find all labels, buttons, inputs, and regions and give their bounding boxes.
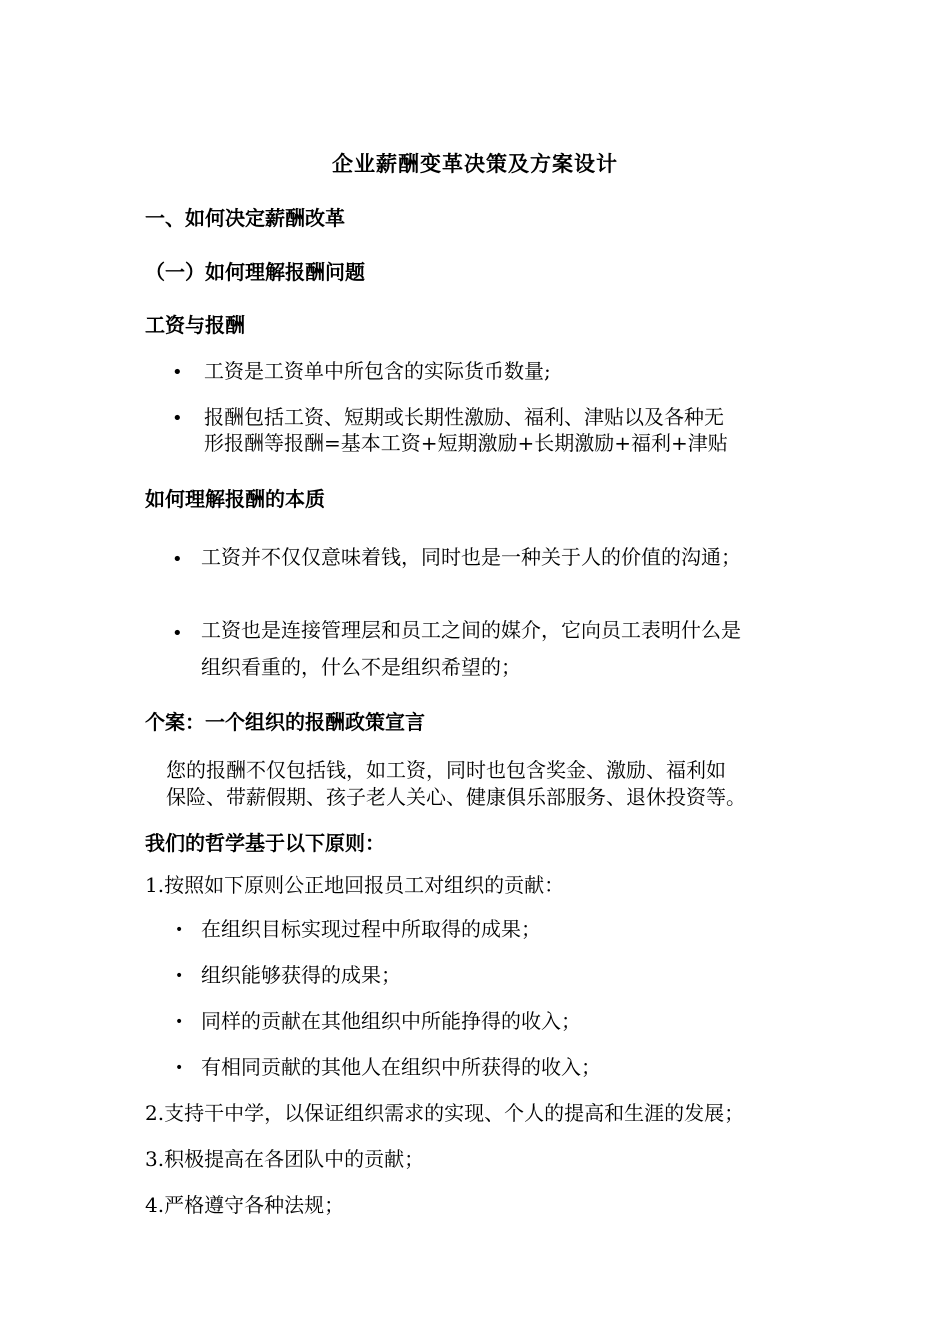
list-item-continuation: 形报酬等报酬=基本工资+短期激励+长期激励+福利+津贴 xyxy=(204,431,728,455)
case-paragraph-line: 您的报酬不仅包括钱，如工资，同时也包含奖金、激励、福利如 xyxy=(166,758,726,782)
document-title: 企业薪酬变革决策及方案设计 xyxy=(332,151,618,176)
bullet-icon: • xyxy=(175,1014,184,1030)
list-item: 在组织目标实现过程中所取得的成果； xyxy=(201,917,541,941)
principles-heading: 我们的哲学基于以下原则： xyxy=(145,831,385,855)
bullet-icon: • xyxy=(175,922,184,938)
subsection-heading: （一）如何理解报酬问题 xyxy=(145,260,365,284)
list-item-continuation: 组织看重的，什么不是组织希望的； xyxy=(201,655,521,679)
list-item: 报酬包括工资、短期或长期性激励、福利、津贴以及各种无 xyxy=(204,405,724,429)
bullet-icon: • xyxy=(172,549,183,570)
list-item: 组织能够获得的成果； xyxy=(201,963,401,987)
case-heading: 个案：一个组织的报酬政策宣言 xyxy=(145,710,425,734)
bullet-icon: • xyxy=(172,362,183,383)
case-paragraph-line: 保险、带薪假期、孩子老人关心、健康俱乐部服务、退休投资等。 xyxy=(166,785,746,809)
section-heading: 一、如何决定薪酬改革 xyxy=(145,206,345,230)
principle-4: 4.严格遵守各种法规； xyxy=(145,1193,345,1217)
principle-1: 1.按照如下原则公正地回报员工对组织的贡献： xyxy=(145,873,565,897)
wage-reward-heading: 工资与报酬 xyxy=(145,313,245,337)
bullet-icon: • xyxy=(175,1060,184,1076)
principle-3: 3.积极提高在各团队中的贡献； xyxy=(145,1147,425,1171)
list-item: 工资并不仅仅意味着钱，同时也是一种关于人的价值的沟通； xyxy=(201,545,741,569)
essence-heading: 如何理解报酬的本质 xyxy=(145,487,325,511)
list-item: 工资是工资单中所包含的实际货币数量; xyxy=(204,359,551,383)
list-item: 同样的贡献在其他组织中所能挣得的收入； xyxy=(201,1009,581,1033)
bullet-icon: • xyxy=(175,968,184,984)
bullet-icon: • xyxy=(172,623,183,644)
bullet-icon: • xyxy=(172,408,183,429)
list-item: 工资也是连接管理层和员工之间的媒介，它向员工表明什么是 xyxy=(201,618,741,642)
principle-2: 2.支持干中学，以保证组织需求的实现、个人的提高和生涯的发展； xyxy=(145,1101,745,1125)
list-item: 有相同贡献的其他人在组织中所获得的收入； xyxy=(201,1055,601,1079)
